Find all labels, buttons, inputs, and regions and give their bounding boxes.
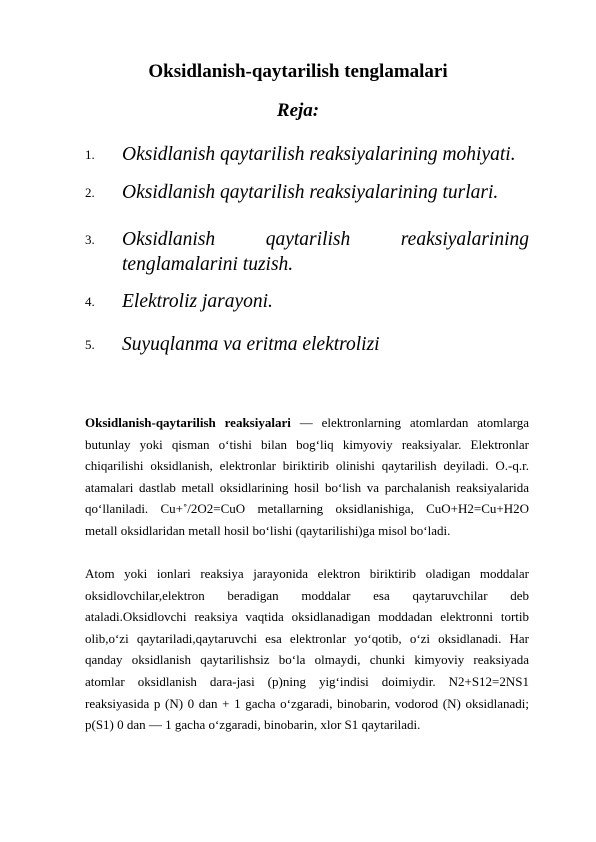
paragraph-line: atamalari dastlab metall oksidlarining hosil boʻlish va parchalanish reaksiyalarida	[85, 479, 529, 495]
paragraph-line-text: — elektronlarning atomlardan atomlarga	[290, 415, 530, 430]
paragraph-line: reaksiyasida p (N) 0 dan + 1 gacha oʻzgaradi, binobarin, vodorod (N) oksidlanadi;	[85, 695, 529, 711]
paragraph-definition	[85, 412, 529, 542]
paragraph-line: qoʻllaniladi. Cu+˚/2O2=CuO metallarning oksidlanishiga, CuO+H2=Cu+H2O	[85, 501, 529, 517]
plan-item-text: Suyuqlanma va eritma elektrolizi	[122, 334, 380, 355]
plan-item-text: Oksidlanish qaytarilish reaksiyalarining turlari.	[122, 182, 499, 203]
paragraph-line: ataladi.Oksidlovchi reaksiya vaqtida oksidlanadigan moddadan elektronni tortib	[85, 609, 529, 625]
document-title: Oksidlanish-qaytarilish tenglamalari	[148, 61, 448, 82]
paragraph-line	[85, 412, 529, 434]
plan-item-text: Oksidlanish qaytarilish reaksiyalarining mohiyati.	[122, 144, 516, 165]
paragraph-line: qanday oksidlanish qaytarilishsiz boʻla olmaydi, chunki kimyoviy reaksiyada	[85, 652, 529, 668]
plan-item-number: 5.	[85, 337, 95, 352]
paragraph-line: butunlay yoki qisman oʻtishi bilan bogʻliq kimyoviy reaksiyalar. Elektronlar	[85, 436, 529, 452]
paragraph-line: p(S1) 0 dan — 1 gacha oʻzgaradi, binobarin, xlor S1 qaytariladi.	[85, 717, 421, 733]
paragraph-explanation	[85, 563, 529, 736]
paragraph-line: atomlar oksidlanish dara-jasi (p)ning yigʻindisi doimiydir. N2+S12=2NS1	[85, 673, 529, 689]
plan-item-text-continued: tenglamalarini tuzish.	[122, 254, 294, 275]
plan-item-text: Oksidlanish qaytarilish reaksiyalarining	[122, 229, 529, 250]
plan-item-number: 3.	[85, 232, 95, 247]
plan-item-text: Elektroliz jarayoni.	[122, 291, 273, 312]
paragraph-line: olib,oʻzi qaytariladi,qaytaruvchi esa elektronlar yoʻqotib, oʻzi oksidlanadi. Har	[85, 630, 529, 646]
paragraph-line: oksidlovchilar,elektron beradigan moddalar esa qaytaruvchilar deb	[85, 587, 529, 603]
paragraph-line: chiqarilishi oksidlanish, elektronlar biriktirib olinishi qaytarilish deyiladi. O.-q.r.	[85, 458, 529, 474]
plan-item-number: 1.	[85, 147, 95, 162]
plan-heading: Reja:	[276, 100, 320, 121]
defined-term: Oksidlanish-qaytarilish reaksiyalari	[85, 415, 291, 430]
plan-item-number: 4.	[85, 294, 95, 309]
paragraph-line: metall oksidlaridan metall hosil boʻlishi (qaytarilishi)ga misol boʻladi.	[85, 522, 451, 538]
paragraph-line: Atom yoki ionlari reaksiya jarayonida elektron biriktirib oladigan moddalar	[85, 566, 529, 581]
plan-item-number: 2.	[85, 185, 95, 200]
